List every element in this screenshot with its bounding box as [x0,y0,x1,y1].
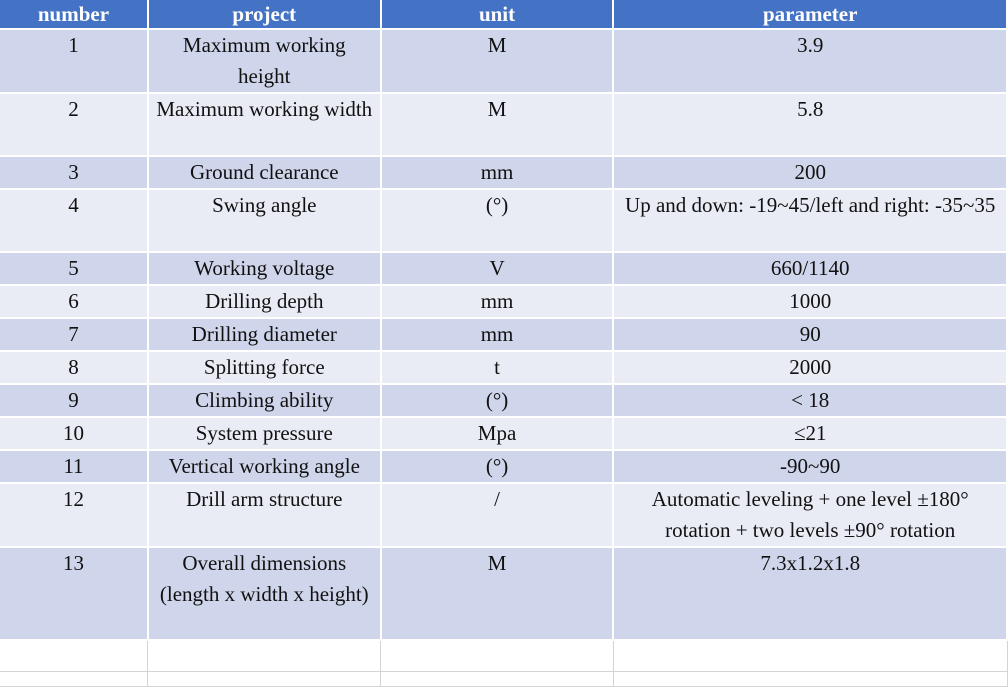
cell-unit[interactable]: mm [381,318,614,351]
cell-parameter[interactable]: ≤21 [613,417,1007,450]
header-parameter[interactable]: parameter [613,0,1007,29]
empty-cell[interactable] [148,671,381,686]
cell-parameter[interactable]: -90~90 [613,450,1007,483]
cell-number[interactable]: 3 [0,156,148,189]
cell-parameter[interactable]: 1000 [613,285,1007,318]
table-row [0,384,1007,417]
table-row [0,252,1007,285]
cell-number[interactable]: 6 [0,285,148,318]
cell-project[interactable]: Ground clearance [148,156,381,189]
header-row [0,0,1007,29]
empty-row [0,640,1007,671]
cell-project[interactable]: Vertical working angle [148,450,381,483]
cell-project[interactable]: Maximum working height [148,29,381,93]
cell-unit[interactable]: M [381,547,614,640]
empty-cell[interactable] [381,671,614,686]
cell-parameter[interactable]: 3.9 [613,29,1007,93]
cell-project[interactable]: Working voltage [148,252,381,285]
cell-number[interactable]: 2 [0,93,148,156]
table-row [0,29,1007,93]
cell-number[interactable]: 10 [0,417,148,450]
cell-unit[interactable]: (°) [381,189,614,252]
table-row [0,93,1007,156]
cell-unit[interactable]: Mpa [381,417,614,450]
cell-unit[interactable]: M [381,93,614,156]
header-unit[interactable]: unit [381,0,614,29]
cell-unit[interactable]: mm [381,156,614,189]
cell-project[interactable]: Drilling diameter [148,318,381,351]
cell-unit[interactable]: V [381,252,614,285]
cell-number[interactable]: 9 [0,384,148,417]
empty-cell[interactable] [381,640,614,671]
empty-cell[interactable] [0,671,148,686]
cell-parameter[interactable]: 2000 [613,351,1007,384]
cell-parameter[interactable]: 7.3x1.2x1.8 [613,547,1007,640]
cell-project[interactable]: Maximum working width [148,93,381,156]
cell-number[interactable]: 7 [0,318,148,351]
table-row [0,285,1007,318]
cell-unit[interactable]: t [381,351,614,384]
cell-parameter[interactable]: < 18 [613,384,1007,417]
cell-project[interactable]: Swing angle [148,189,381,252]
cell-number[interactable]: 13 [0,547,148,640]
table-row [0,483,1007,547]
cell-number[interactable]: 1 [0,29,148,93]
empty-cell[interactable] [148,640,381,671]
header-number[interactable]: number [0,0,148,29]
table-row [0,450,1007,483]
table-row [0,417,1007,450]
table-row [0,351,1007,384]
cell-unit[interactable]: mm [381,285,614,318]
cell-parameter[interactable]: 200 [613,156,1007,189]
cell-parameter[interactable]: 90 [613,318,1007,351]
empty-row [0,671,1007,686]
empty-cell[interactable] [0,640,148,671]
cell-unit[interactable]: M [381,29,614,93]
cell-parameter[interactable]: Up and down: -19~45/left and right: -35~35 [613,189,1007,252]
cell-project[interactable]: Drill arm structure [148,483,381,547]
table-row [0,189,1007,252]
cell-project[interactable]: Overall dimensions (length x width x height) [148,547,381,640]
empty-cell[interactable] [613,671,1007,686]
table-row [0,318,1007,351]
cell-project[interactable]: System pressure [148,417,381,450]
header-project[interactable]: project [148,0,381,29]
cell-number[interactable]: 11 [0,450,148,483]
cell-project[interactable]: Splitting force [148,351,381,384]
cell-project[interactable]: Drilling depth [148,285,381,318]
cell-unit[interactable]: / [381,483,614,547]
cell-number[interactable]: 4 [0,189,148,252]
cell-number[interactable]: 8 [0,351,148,384]
cell-number[interactable]: 12 [0,483,148,547]
cell-parameter[interactable]: Automatic leveling + one level ±180° rotation + two levels ±90° rotation [613,483,1007,547]
cell-parameter[interactable]: 660/1140 [613,252,1007,285]
table-row [0,156,1007,189]
cell-project[interactable]: Climbing ability [148,384,381,417]
cell-parameter[interactable]: 5.8 [613,93,1007,156]
table-row [0,547,1007,640]
cell-unit[interactable]: (°) [381,384,614,417]
cell-number[interactable]: 5 [0,252,148,285]
empty-cell[interactable] [613,640,1007,671]
cell-unit[interactable]: (°) [381,450,614,483]
